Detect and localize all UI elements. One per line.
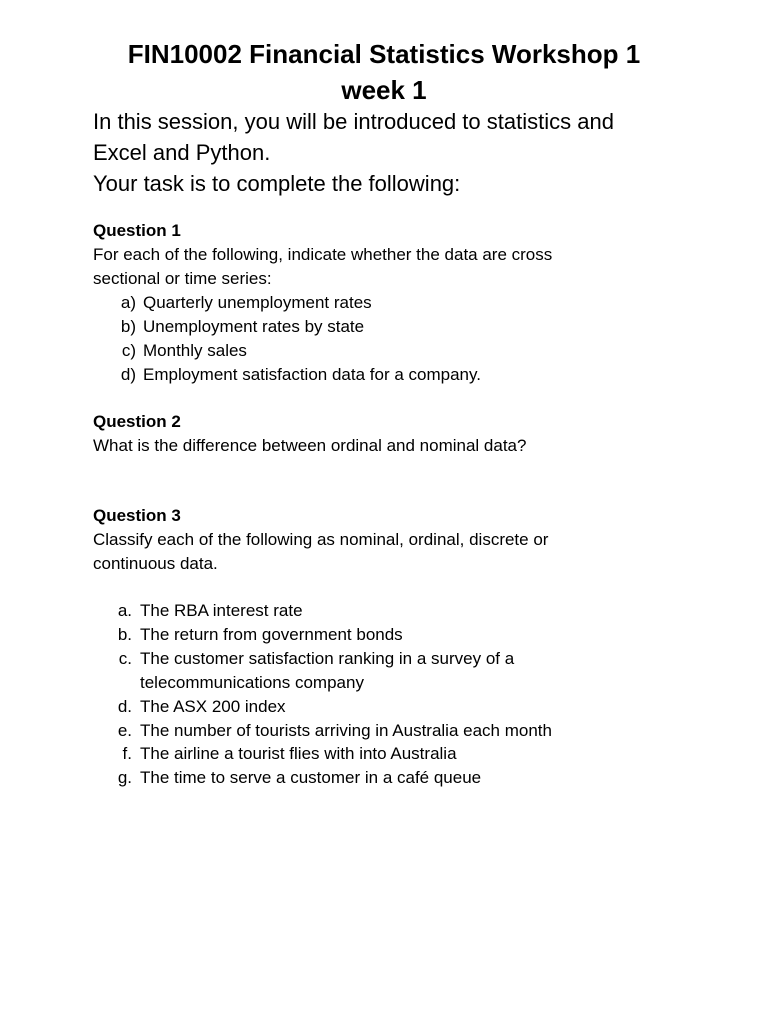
intro-text: Excel and Python. (93, 140, 271, 165)
list-marker: c) (121, 341, 136, 360)
question-1-prompt: sectional or time series: (93, 269, 272, 288)
document-title-line2: week 1 (341, 75, 427, 105)
list-item-text: telecommunications company (140, 673, 364, 692)
list-item-text: The number of tourists arriving in Australia each month (140, 721, 552, 740)
list-item-text: Monthly sales (143, 341, 247, 360)
list-marker: a) (120, 293, 136, 312)
intro-text: In this session, you will be introduced to statistics and (93, 109, 614, 134)
list-item-text: The customer satisfaction ranking in a survey of a (140, 649, 515, 668)
list-marker: b. (117, 625, 132, 644)
list-marker: f. (122, 744, 132, 763)
list-item-text: The airline a tourist flies with into Australia (140, 744, 457, 763)
list-item-text: Unemployment rates by state (143, 317, 365, 336)
question-3-prompt: Classify each of the following as nominal, ordinal, discrete or (93, 530, 549, 549)
document-title: FIN10002 Financial Statistics Workshop 1 (127, 39, 641, 69)
list-marker: a. (117, 601, 132, 620)
list-marker: b) (120, 317, 136, 336)
list-marker: d) (120, 365, 136, 384)
list-item-text: Quarterly unemployment rates (143, 293, 372, 312)
question-1-heading: Question 1 (93, 221, 181, 240)
list-item-text: The return from government bonds (140, 625, 403, 644)
list-item-text: Employment satisfaction data for a company. (143, 365, 481, 384)
list-item-text: The ASX 200 index (140, 697, 286, 716)
list-item-text: The time to serve a customer in a café queue (140, 768, 482, 787)
list-marker: d. (117, 697, 132, 716)
list-item-text: The RBA interest rate (140, 601, 303, 620)
question-1-prompt: For each of the following, indicate whether the data are cross (93, 245, 553, 264)
list-marker: c. (118, 649, 132, 668)
question-3-prompt: continuous data. (93, 554, 218, 573)
question-2-heading: Question 2 (93, 412, 181, 431)
question-3-heading: Question 3 (93, 506, 181, 525)
list-marker: g. (117, 768, 132, 787)
question-2-prompt: What is the difference between ordinal and nominal data? (93, 436, 527, 455)
intro-task-text: Your task is to complete the following: (93, 171, 461, 196)
list-marker: e. (117, 721, 132, 740)
